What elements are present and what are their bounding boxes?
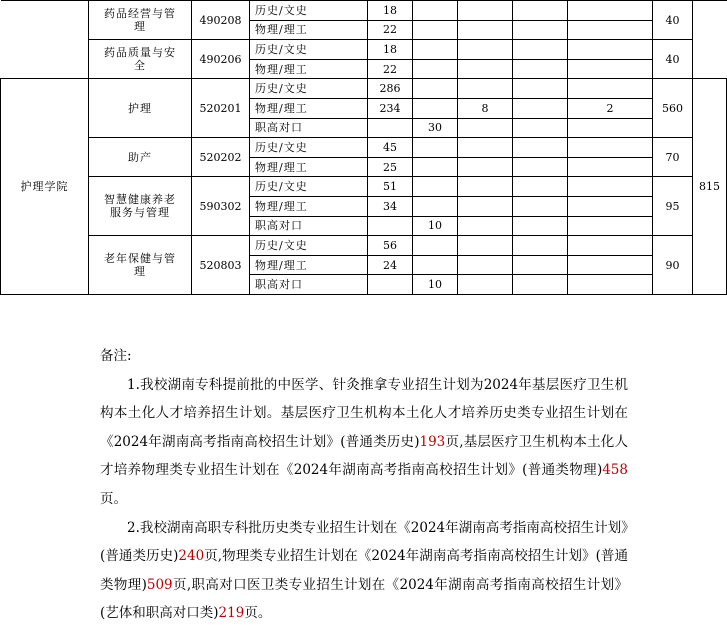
note-text: 1.我校湖南专科提前批的中医学、针灸推拿专业招生计划为2024年基层医疗卫生机构本土化人才培养招生计划。基层医疗卫生机构本土化人才培养历史类专业招生计划在《2024年湖南高考指南高校招生计划》(普通类历史) <box>100 376 628 450</box>
plan-count-cell: 22 <box>368 59 413 79</box>
plan-count-cell <box>413 98 458 118</box>
plan-count-cell <box>568 1 653 21</box>
major-name-cell: 智慧健康养老服务与管理 <box>89 177 192 236</box>
plan-count-cell <box>458 275 513 295</box>
major-subtotal-cell: 40 <box>653 1 693 40</box>
plan-count-cell <box>513 79 568 99</box>
note-paragraph <box>100 371 628 514</box>
major-name-cell: 护理 <box>89 79 192 138</box>
major-code-cell: 490206 <box>192 40 250 79</box>
plan-count-cell <box>458 157 513 177</box>
major-code-cell: 590302 <box>192 177 250 236</box>
plan-count-cell <box>513 236 568 256</box>
plan-count-cell <box>413 20 458 40</box>
college-cell <box>1 1 89 79</box>
plan-count-cell <box>413 255 458 275</box>
college-total-cell <box>693 1 727 79</box>
plan-count-cell <box>513 138 568 158</box>
plan-count-cell <box>513 216 568 236</box>
plan-count-cell: 18 <box>368 1 413 21</box>
plan-count-cell <box>513 20 568 40</box>
major-subtotal-cell: 560 <box>653 79 693 138</box>
table-row <box>1 79 727 99</box>
plan-count-cell: 30 <box>413 118 458 138</box>
enrollment-plan-table <box>0 0 727 295</box>
plan-count-cell: 25 <box>368 157 413 177</box>
stream-cell: 物理/理工 <box>250 59 368 79</box>
stream-cell: 物理/理工 <box>250 255 368 275</box>
major-name-cell: 药品质量与安全 <box>89 40 192 79</box>
stream-cell: 物理/理工 <box>250 98 368 118</box>
plan-count-cell <box>568 275 653 295</box>
page-number: 240 <box>178 548 205 565</box>
note-text: 页,职高对口医卫类专业招生计划在《2024年湖南高考指南高校招生计划》(艺体和职高对口类) <box>100 576 628 622</box>
plan-count-cell: 24 <box>368 255 413 275</box>
stream-cell: 物理/理工 <box>250 157 368 177</box>
plan-count-cell: 234 <box>368 98 413 118</box>
plan-count-cell <box>458 236 513 256</box>
plan-count-cell <box>458 20 513 40</box>
table-row <box>1 177 727 197</box>
plan-count-cell: 10 <box>413 216 458 236</box>
plan-count-cell <box>413 40 458 60</box>
plan-count-cell <box>368 275 413 295</box>
major-subtotal-cell: 40 <box>653 40 693 79</box>
table-body <box>1 1 727 295</box>
plan-count-cell <box>458 216 513 236</box>
table-row <box>1 1 727 21</box>
table-row <box>1 138 727 158</box>
notes-section <box>100 342 628 628</box>
stream-cell: 职高对口 <box>250 118 368 138</box>
plan-count-cell: 8 <box>458 98 513 118</box>
major-name-cell: 助产 <box>89 138 192 177</box>
plan-count-cell <box>568 59 653 79</box>
page-number: 458 <box>602 462 628 479</box>
major-subtotal-cell: 90 <box>653 236 693 295</box>
stream-cell: 职高对口 <box>250 216 368 236</box>
major-subtotal-cell: 70 <box>653 138 693 177</box>
page-number: 193 <box>419 433 446 450</box>
major-subtotal-cell: 95 <box>653 177 693 236</box>
plan-count-cell <box>458 118 513 138</box>
plan-count-cell: 34 <box>368 196 413 216</box>
plan-count-cell: 2 <box>568 98 653 118</box>
plan-count-cell <box>458 177 513 197</box>
plan-count-cell <box>368 118 413 138</box>
plan-count-cell <box>413 1 458 21</box>
plan-count-cell <box>513 196 568 216</box>
plan-count-cell <box>513 177 568 197</box>
major-name-cell: 药品经营与管理 <box>89 1 192 40</box>
notes-title: 备注: <box>100 348 132 364</box>
note-text: 页,物理类专业招生计划在《2024年湖南高考指南高校招生计划》(普通类物理) <box>100 548 628 593</box>
plan-count-cell <box>458 40 513 60</box>
plan-count-cell <box>513 40 568 60</box>
plan-count-cell <box>513 275 568 295</box>
note-text: 页,基层医疗卫生机构本土化人才培养物理类专业招生计划在《2024年湖南高考指南高校招生计划》(普通类物理) <box>100 433 629 479</box>
college-total-cell: 815 <box>693 79 727 295</box>
note-text: 页。 <box>100 490 127 507</box>
plan-count-cell <box>458 59 513 79</box>
stream-cell: 历史/文史 <box>250 79 368 99</box>
notes-paragraphs <box>100 371 628 628</box>
note-text: 页。 <box>244 605 272 622</box>
major-code-cell: 520202 <box>192 138 250 177</box>
note-text: 2.我校湖南高职专科批历史类专业招生计划在《2024年湖南高考指南高校招生计划》(普通类历史) <box>100 519 628 565</box>
plan-count-cell: 18 <box>368 40 413 60</box>
plan-count-cell <box>458 196 513 216</box>
stream-cell: 历史/文史 <box>250 40 368 60</box>
plan-count-cell <box>568 216 653 236</box>
plan-count-cell: 45 <box>368 138 413 158</box>
plan-count-cell <box>413 236 458 256</box>
plan-count-cell: 22 <box>368 20 413 40</box>
note-paragraph <box>100 514 628 628</box>
plan-count-cell <box>568 40 653 60</box>
plan-count-cell <box>513 255 568 275</box>
plan-count-cell <box>413 196 458 216</box>
stream-cell: 职高对口 <box>250 275 368 295</box>
stream-cell: 物理/理工 <box>250 196 368 216</box>
plan-count-cell <box>568 138 653 158</box>
plan-count-cell <box>568 157 653 177</box>
stream-cell: 历史/文史 <box>250 138 368 158</box>
plan-count-cell <box>413 138 458 158</box>
major-name-cell: 老年保健与管理 <box>89 236 192 295</box>
page-number: 219 <box>218 605 245 622</box>
plan-count-cell: 51 <box>368 177 413 197</box>
plan-count-cell <box>568 118 653 138</box>
plan-count-cell <box>568 20 653 40</box>
plan-count-cell <box>513 1 568 21</box>
stream-cell: 历史/文史 <box>250 236 368 256</box>
plan-count-cell <box>513 98 568 118</box>
stream-cell: 历史/文史 <box>250 177 368 197</box>
major-code-cell: 520803 <box>192 236 250 295</box>
plan-count-cell <box>413 79 458 99</box>
plan-count-cell <box>568 196 653 216</box>
plan-count-cell <box>513 157 568 177</box>
major-code-cell: 520201 <box>192 79 250 138</box>
plan-count-cell: 10 <box>413 275 458 295</box>
plan-count-cell <box>368 216 413 236</box>
plan-count-cell <box>413 59 458 79</box>
plan-count-cell <box>413 177 458 197</box>
plan-count-cell <box>458 255 513 275</box>
college-cell: 护理学院 <box>1 79 89 295</box>
plan-count-cell <box>568 255 653 275</box>
table-row <box>1 236 727 256</box>
plan-count-cell <box>568 177 653 197</box>
plan-count-cell: 286 <box>368 79 413 99</box>
page-number: 509 <box>146 576 173 593</box>
plan-count-cell <box>458 79 513 99</box>
table-row <box>1 40 727 60</box>
plan-count-cell <box>568 79 653 99</box>
plan-count-cell <box>568 236 653 256</box>
plan-count-cell <box>513 59 568 79</box>
plan-count-cell <box>413 157 458 177</box>
major-code-cell: 490208 <box>192 1 250 40</box>
stream-cell: 物理/理工 <box>250 20 368 40</box>
stream-cell: 历史/文史 <box>250 1 368 21</box>
plan-count-cell <box>458 1 513 21</box>
plan-count-cell: 56 <box>368 236 413 256</box>
plan-count-cell <box>513 118 568 138</box>
plan-count-cell <box>458 138 513 158</box>
